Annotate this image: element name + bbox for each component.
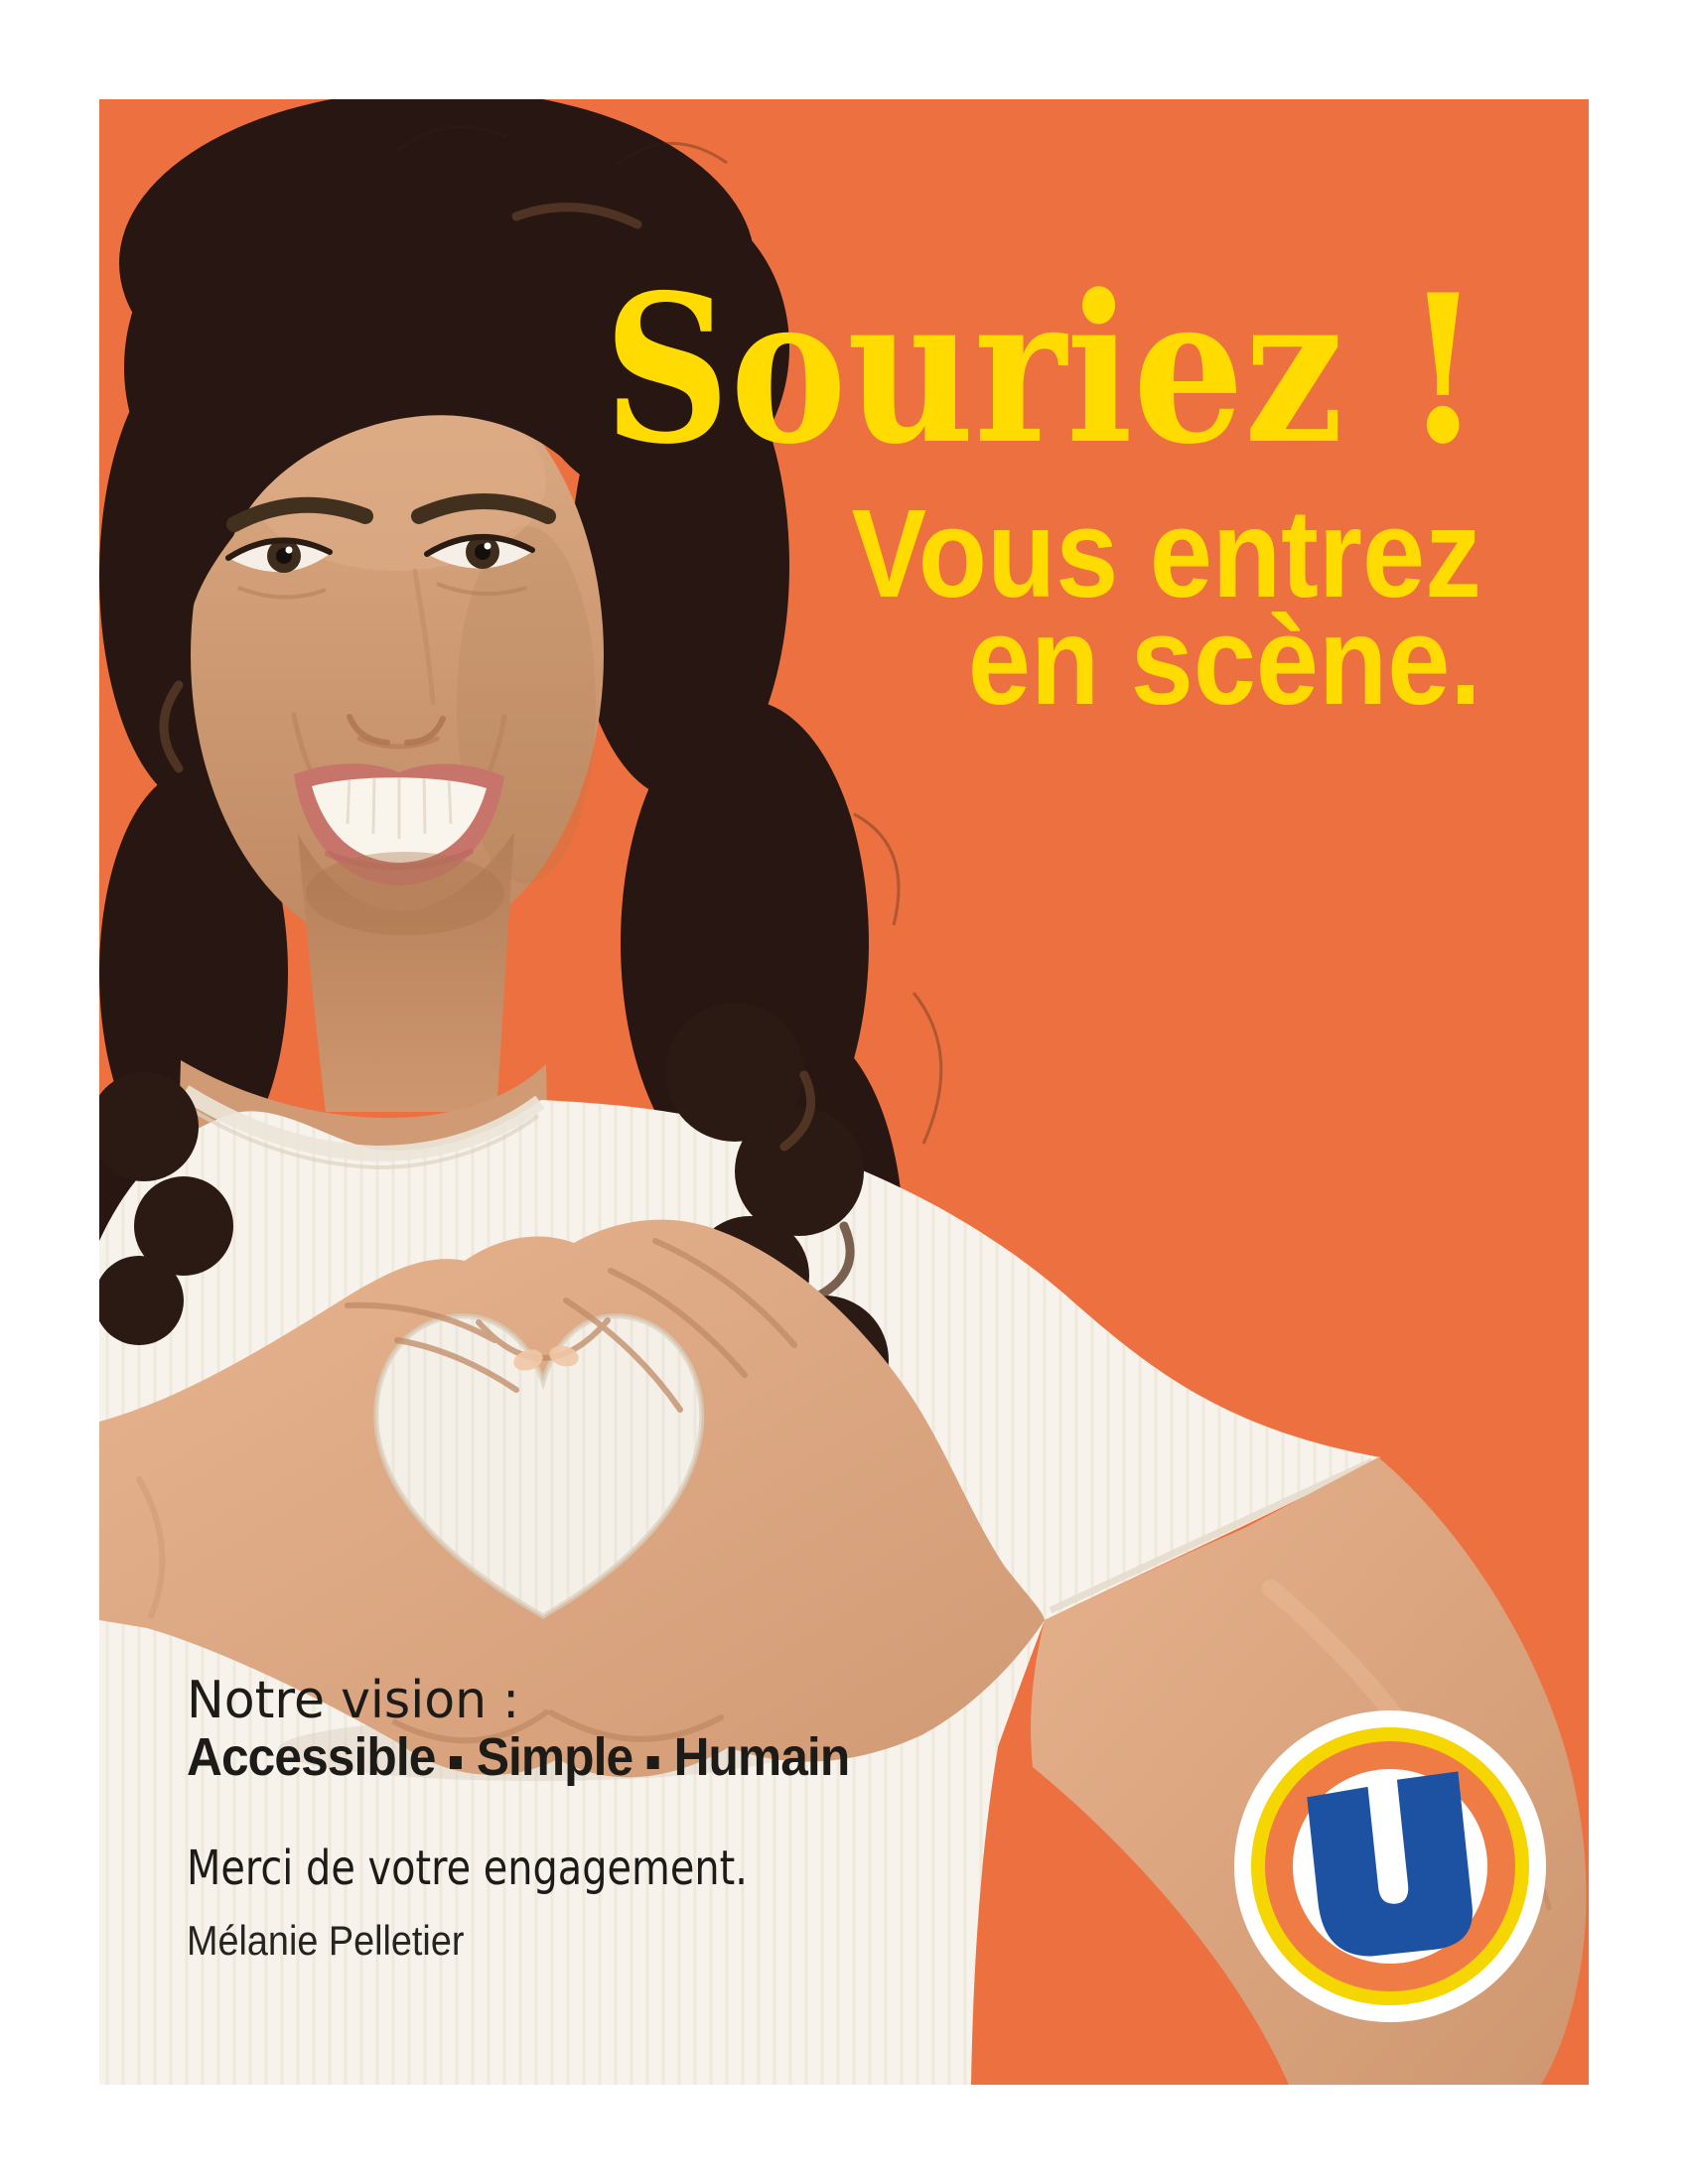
- poster: [99, 99, 1589, 2085]
- vision-label: Notre vision :: [187, 1671, 520, 1730]
- vision-values: [187, 1727, 850, 1787]
- signature-text: Mélanie Pelletier: [187, 1917, 465, 1964]
- vision-value-simple: Simple: [476, 1727, 633, 1787]
- square-bullet-icon: [450, 1756, 462, 1769]
- vision-value-accessible: Accessible: [187, 1727, 436, 1787]
- vision-value-humain: Humain: [673, 1727, 850, 1787]
- subheadline: [851, 483, 1481, 732]
- u-logo: [1234, 1710, 1546, 2022]
- subheadline-line1: Vous entrez: [851, 483, 1481, 623]
- headline: Souriez !: [604, 251, 1481, 489]
- square-bullet-icon: [647, 1756, 659, 1769]
- thanks-text: Merci de votre engagement.: [187, 1841, 748, 1896]
- subheadline-line2: en scène.: [968, 591, 1481, 732]
